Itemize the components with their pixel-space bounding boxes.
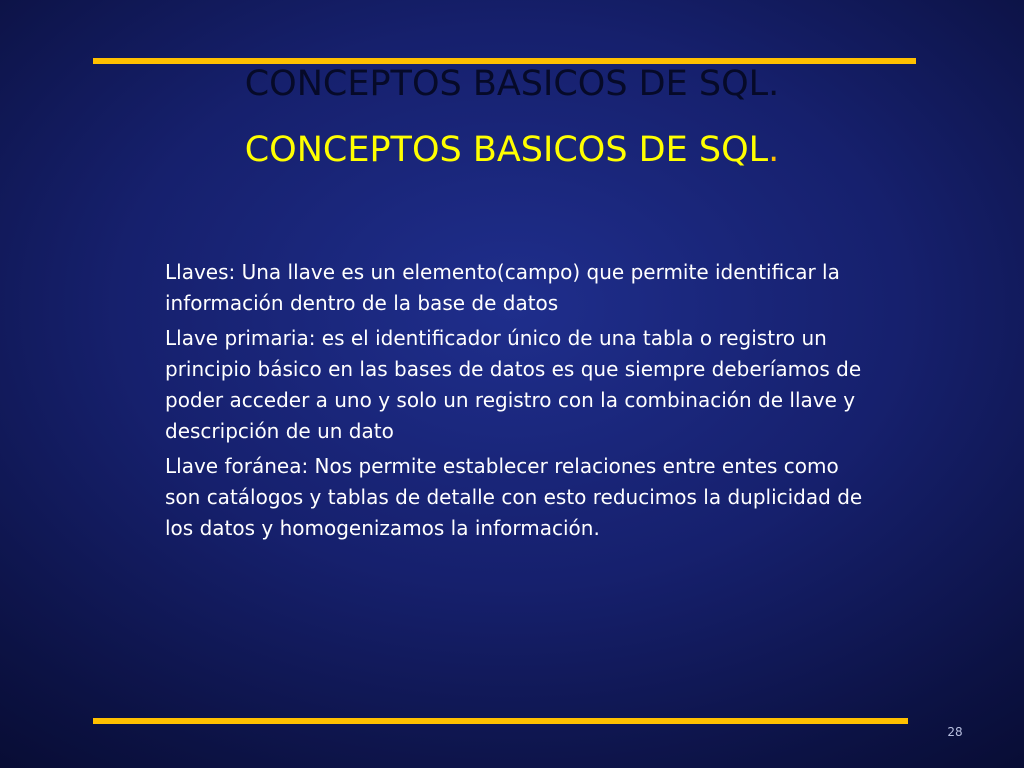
- page-number: 28: [947, 725, 963, 739]
- paragraph-llave-primaria: Llave primaria: es el identificador único de una tabla o registro un principio básico en las bases de datos es que siempre deberíamos de poder acceder a uno y solo un registro con la combinación de llave y descripción de un dato: [165, 326, 862, 443]
- slide-title: [0, 128, 1024, 172]
- slide-title-text: CONCEPTOS BASICOS DE SQL: [244, 130, 769, 170]
- slide-title-period: .: [768, 130, 780, 170]
- title-shadow-text: CONCEPTOS BASICOS DE SQL.: [244, 64, 780, 104]
- paragraph-llave-foranea: Llave foránea: Nos permite establecer relaciones entre entes como son catálogos y tablas de detalle con esto reducimos la duplicidad de los datos y homogenizamos la información.: [165, 454, 863, 540]
- bottom-accent-rule: [93, 718, 908, 724]
- paragraph-llaves: Llaves: Una llave es un elemento(campo) que permite identificar la información dentro de la base de datos: [165, 260, 840, 315]
- body-text-list: [165, 257, 870, 548]
